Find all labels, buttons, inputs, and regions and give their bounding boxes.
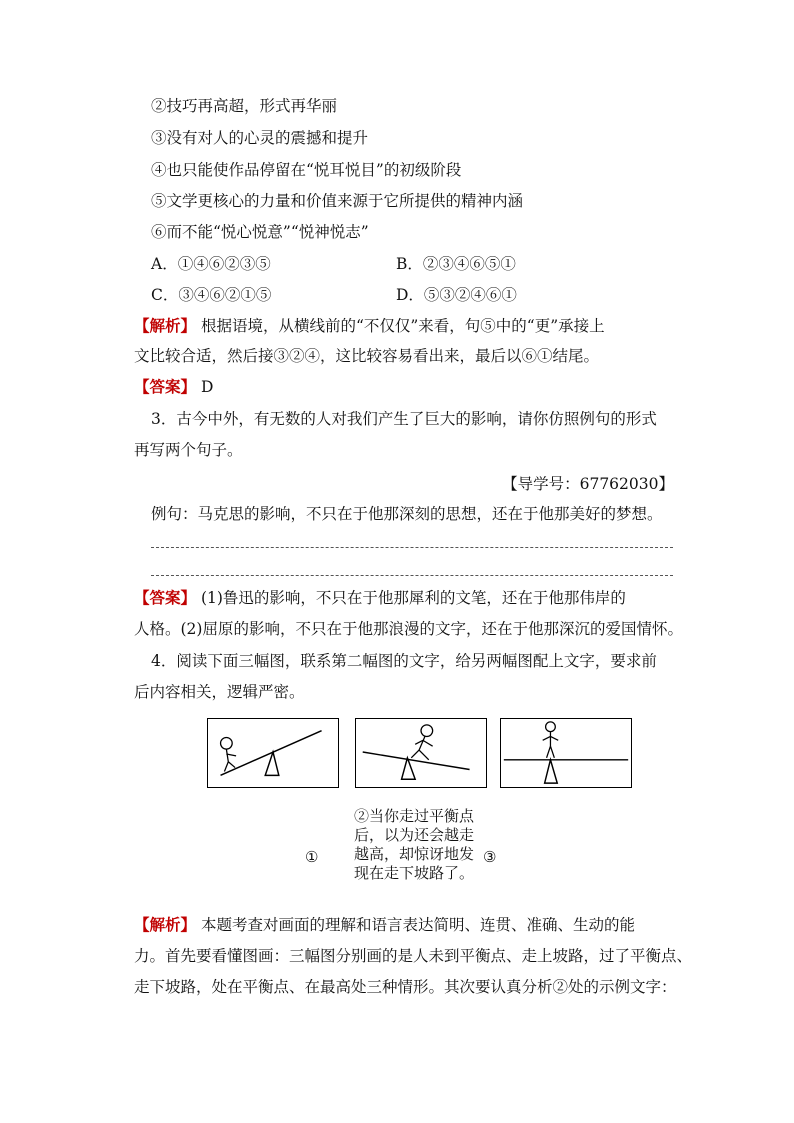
guide-number: 【导学号：67762030】	[502, 475, 674, 493]
q2-answer	[134, 377, 213, 397]
q3-answer-text: (1)鲁迅的影响，不只在于他那犀利的文笔，还在于他那伟岸的	[200, 589, 626, 607]
q3-line1: 3．古今中外，有无数的人对我们产生了巨大的影响，请你仿照例句的形式	[151, 410, 657, 428]
answer-blank-line-2	[151, 575, 673, 576]
q2-item-6: ⑥而不能“悦心悦意”“悦神悦志”	[151, 223, 369, 241]
q4-line2: 后内容相关，逻辑严密。	[134, 683, 305, 701]
seesaw-uphill-figure	[208, 719, 338, 787]
option-b: B．②③④⑥⑤①	[396, 255, 516, 273]
answer-tag: 【答案】	[134, 377, 197, 396]
seesaw-downhill-figure	[356, 719, 486, 787]
answer-blank-line-1	[151, 547, 673, 548]
option-c: C．③④⑥②①⑤	[151, 286, 272, 304]
q2-item-3: ③没有对人的心灵的震撼和提升	[151, 129, 369, 147]
q4-analysis-text: 本题考查对画面的理解和语言表达简明、连贯、准确、生动的能	[200, 916, 635, 934]
q2-item-5: ⑤文学更核心的力量和价值来源于它所提供的精神内涵	[151, 192, 524, 210]
caption-2: ②当你走过平衡点后，以为还会越走越高，却惊讶地发现在走下坡路了。	[354, 807, 475, 882]
q3-line2: 再写两个句子。	[134, 441, 243, 459]
q2-item-2: ②技巧再高超，形式再华丽	[151, 97, 338, 115]
analysis-tag: 【解析】	[134, 316, 197, 335]
q4-analysis-line3: 走下坡路，处在平衡点、在最高处三种情形。其次要认真分析②处的示例文字：	[134, 978, 677, 996]
q4-analysis-line2: 力。首先要看懂图画：三幅图分别画的是人未到平衡点、走上坡路，过了平衡点、	[134, 947, 693, 965]
q2-analysis-line2: 文比较合适，然后接③②④，这比较容易看出来，最后以⑥①结尾。	[134, 347, 600, 365]
q2-analysis-line1	[134, 316, 605, 336]
seesaw-balanced-figure	[501, 719, 631, 787]
analysis-tag: 【解析】	[134, 915, 197, 934]
caption-3: ③	[483, 848, 497, 866]
q4-line1: 4．阅读下面三幅图，联系第二幅图的文字，给另两幅图配上文字，要求前	[151, 652, 657, 670]
q2-answer-value: D	[200, 378, 214, 396]
q2-analysis-text: 根据语境，从横线前的“不仅仅”来看，句⑤中的“更”承接上	[200, 317, 605, 335]
q2-item-4: ④也只能使作品停留在“悦耳悦目”的初级阶段	[151, 161, 462, 179]
option-d: D．⑤③②④⑥①	[396, 286, 517, 304]
picture-2	[355, 718, 487, 788]
q4-analysis-line1	[134, 915, 635, 935]
q3-answer-line2: 人格。(2)屈原的影响，不只在于他那浪漫的文字，还在于他那深沉的爱国情怀。	[134, 620, 683, 638]
q3-example: 例句：马克思的影响，不只在于他那深刻的思想，还在于他那美好的梦想。	[151, 505, 663, 523]
caption-1: ①	[305, 848, 319, 866]
picture-1	[207, 718, 339, 788]
picture-3	[500, 718, 632, 788]
option-a: A．①④⑥②③⑤	[151, 255, 271, 273]
q3-answer-line1	[134, 588, 626, 608]
answer-tag: 【答案】	[134, 588, 197, 607]
